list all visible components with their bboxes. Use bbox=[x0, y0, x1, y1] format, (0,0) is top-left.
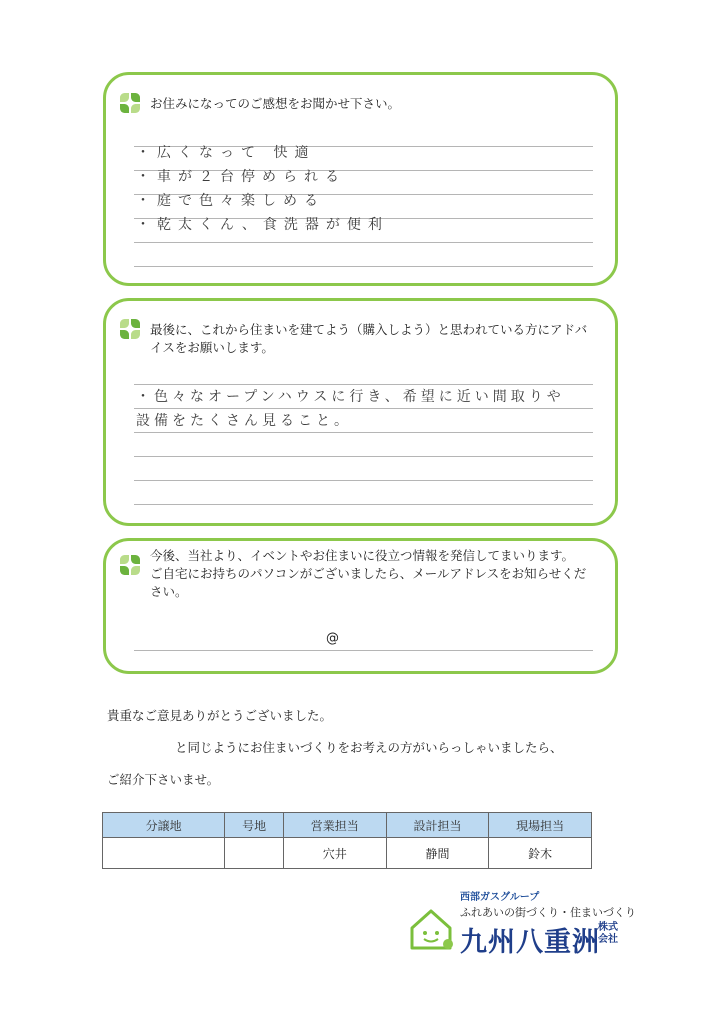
answer-line: ・色々なオープンハウスに行き、希望に近い間取りや bbox=[136, 389, 565, 405]
answer-line: 設備をたくさん見ること。 bbox=[136, 413, 352, 429]
answer-lines bbox=[134, 361, 593, 505]
answer-line: ・車が２台停められる bbox=[136, 169, 346, 185]
table-cell: 静間 bbox=[386, 838, 489, 869]
table-header: 分譲地 bbox=[103, 813, 225, 838]
referral-request: ご紹介下さいませ。 bbox=[107, 772, 220, 787]
answer-line: ・乾太くん、食洗器が便利 bbox=[136, 217, 389, 233]
table-cell: 鈴木 bbox=[489, 838, 592, 869]
group-name: 西部ガスグループ bbox=[460, 892, 540, 903]
answer-line: ・広くなって 快適 bbox=[136, 145, 316, 161]
table-header-row bbox=[103, 813, 592, 838]
table-header: 現場担当 bbox=[489, 813, 592, 838]
handwritten-answers bbox=[136, 141, 593, 237]
handwritten-answers bbox=[136, 385, 593, 433]
table-cell bbox=[225, 838, 284, 869]
impressions-question: お住みになってのご感想をお聞かせ下さい。 bbox=[150, 96, 401, 111]
table-header: 号地 bbox=[225, 813, 284, 838]
house-mascot-icon bbox=[408, 906, 454, 952]
table-header: 営業担当 bbox=[283, 813, 386, 838]
thanks-text: 貴重なご意見ありがとうございました。 bbox=[107, 708, 333, 723]
leaf-icon bbox=[120, 555, 142, 575]
info-notice: 今後、当社より、イベントやお住まいに役立つ情報を発信してまいります。 bbox=[150, 548, 575, 563]
email-section bbox=[103, 538, 618, 674]
company-tagline: ふれあいの街づくり・住まいづくり bbox=[460, 906, 636, 919]
email-at-sign: @ bbox=[326, 631, 339, 646]
staff-table bbox=[102, 812, 592, 869]
table-header: 設計担当 bbox=[386, 813, 489, 838]
email-question bbox=[150, 547, 597, 601]
email-request: ご自宅にお持ちのパソコンがございましたら、メールアドレスをお知らせください。 bbox=[150, 566, 587, 599]
advice-section bbox=[103, 298, 618, 526]
company-logo bbox=[408, 888, 638, 958]
impressions-section bbox=[103, 72, 618, 286]
table-cell: 穴井 bbox=[283, 838, 386, 869]
referral-text: と同じようにお住まいづくりをお考えの方がいらっしゃいましたら、 bbox=[175, 740, 563, 755]
table-row bbox=[103, 838, 592, 869]
advice-question: 最後に、これから住まいを建てよう（購入しよう）と思われている方にアドバイスをお願いします。 bbox=[150, 322, 588, 355]
table-cell bbox=[103, 838, 225, 869]
company-name: 九州八重洲 bbox=[460, 927, 600, 958]
answer-line: ・庭で色々楽しめる bbox=[136, 193, 325, 209]
leaf-icon bbox=[120, 319, 142, 339]
company-suffix: 株式 会社 bbox=[598, 922, 618, 945]
email-line bbox=[134, 627, 593, 651]
leaf-icon bbox=[120, 93, 142, 113]
